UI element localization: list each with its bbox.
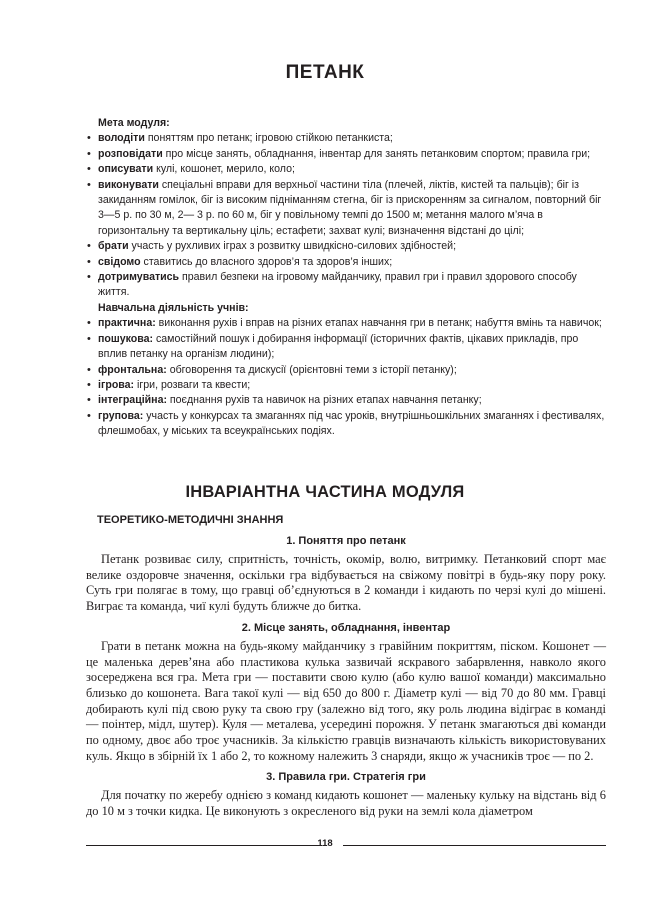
goal-item: • виконувати спеціальні вправи для верхньої частини тіла (плечей, ліктів, кистей та пальців); біг із закиданням гомілок, біг із високим підніманням стегна, біг із прискоренням за сигналом, повторний біг 3—5 р. по 30 м, 2— 3 р. по 60 м, біг у повільному темпі до 1500 м; метання малого м’яча в горизонтальну та вертикальну ціль; естафети; захват кулі; визначення відстані до цілі; — [86, 178, 606, 240]
activity-item: • групова: участь у конкурсах та змаганнях під час уроків, внутрішньошкільних змаганнях і фестивалях, флешмобах, у міських та всеукраїнських подіях. — [86, 409, 606, 440]
activity-item: • інтеграційна: поєднання рухів та навичок на різних етапах навчання петанку; — [86, 393, 606, 408]
section-heading: 2. Місце занять, обладнання, інвентар — [241, 621, 451, 634]
section-heading: 1. Поняття про петанк — [286, 535, 406, 547]
page-number: 118 — [317, 838, 333, 849]
goal-item: • свідомо ставитись до власного здоров’я та здоров’я інших; — [86, 255, 606, 270]
section-paragraph: Петанк розвиває силу, спритність, точність, окомір, волю, витримку. Петанковий спорт має велике оздоровче значення, оскільки гра відбувається на свіжому повітрі в будь-яку пору року. Суть гри полягає в тому, що гравці об’єднуються в 2 команди і кидають по черзі кулі до мішені. Виграє та команда, чиї кулі будуть ближче до битка. — [86, 552, 606, 614]
body-text — [86, 534, 606, 826]
activities-heading: Навчальна діяльність учнів: — [98, 301, 249, 314]
section-heading: 3. Правила гри. Стратегія гри — [266, 771, 426, 784]
activity-item: • ігрова: ігри, розваги та квести; — [86, 378, 606, 393]
footer-rule-right — [343, 845, 606, 846]
section-paragraph: Грати в петанк можна на будь-якому майданчику з гравійним покриттям, піском. Кошонет — це маленька дерев’яна або пластикова кулька зазвичай яскравого забарвлення, навколо якого зосереджена вся гра. Мета гри — поставити свою кулю (або кулю вашої команди) максимально близько до кошонета. Вага такої кулі — від 650 до 800 г. Діаметр кулі — від 70 до 80 мм. Гравці добирають кулі під свою руку та свою гру (залежно від того, яку роль людина відіграє в команді — поінтер, мідл, шутер). Куля — металева, усередині порожня. У петанк змагаються дві команди по одному, двоє або троє учасників. За кількістю гравців визначають кількість використовуваних куль. Якщо в збірній їх 1 або 2, то кожному належить 3 снаряди, якщо ж учасників троє — по 2. — [86, 638, 606, 763]
section-title: ІНВАРІАНТНА ЧАСТИНА МОДУЛЯ — [185, 483, 465, 501]
goal-item: • дотримуватись правил безпеки на ігровому майданчику, правил гри і правил здорового способу життя. — [86, 270, 606, 301]
activity-item: • фронтальна: обговорення та дискусії (орієнтовні теми з історії петанку); — [86, 363, 606, 378]
goal-item: • розповідати про місце занять, обладнання, інвентар для занять петанковим спортом; правила гри; — [86, 147, 606, 162]
goal-item: • брати участь у рухливих іграх з розвитку швидкісно-силових здібностей; — [86, 239, 606, 254]
subsection-title: ТЕОРЕТИКО-МЕТОДИЧНІ ЗНАННЯ — [97, 514, 284, 526]
module-goals-block — [86, 116, 606, 440]
page-title: ПЕТАНК — [285, 62, 365, 83]
activity-item: • практична: виконання рухів і вправ на різних етапах навчання гри в петанк; набуття вмінь та навичок; — [86, 316, 606, 331]
goal-item: • описувати кулі, кошонет, мерило, коло; — [86, 162, 606, 177]
goals-heading: Мета модуля: — [98, 117, 170, 129]
section-paragraph: Для початку по жеребу однією з команд кидають кошонет — маленьку кульку на відстань від 6 до 10 м з точки кидка. Це виконують з окресленого від руки на землі кола діаметром — [86, 788, 606, 819]
goal-item: • володіти поняттям про петанк; ігровою стійкою петанкиста; — [86, 131, 606, 146]
activity-item: • пошукова: самостійний пошук і добирання інформації (історичних фактів, цікавих прикладів, про вплив петанку на організм людини); — [86, 332, 606, 363]
